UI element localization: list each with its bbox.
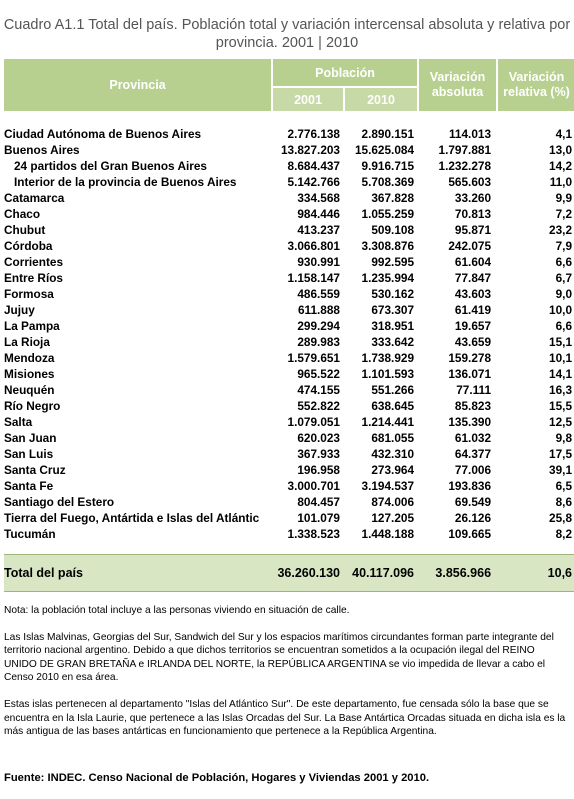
poblacion-2010-cell: 333.642 xyxy=(371,335,415,349)
poblacion-2010-cell: 1.055.259 xyxy=(361,207,415,221)
variacion-absoluta-cell: 19.657 xyxy=(454,319,492,333)
variacion-absoluta-cell: 70.813 xyxy=(454,207,492,221)
table-row xyxy=(4,494,574,510)
variacion-relativa-cell: 23,2 xyxy=(549,223,573,237)
poblacion-2001-cell: 3.066.801 xyxy=(287,239,340,253)
provincia-cell: Río Negro xyxy=(4,399,61,413)
total-label: Total del país xyxy=(4,555,272,592)
poblacion-2010-cell: 273.964 xyxy=(371,463,415,477)
table-row xyxy=(4,334,574,350)
notes-section xyxy=(4,604,570,752)
poblacion-2010-cell: 318.951 xyxy=(371,319,415,333)
table-row xyxy=(4,126,574,142)
table-row xyxy=(4,366,574,382)
variacion-relativa-cell: 6,5 xyxy=(555,479,573,493)
poblacion-2010-cell: 3.308.876 xyxy=(361,239,415,253)
poblacion-2001-cell: 367.933 xyxy=(297,447,340,461)
poblacion-2001-cell: 930.991 xyxy=(297,255,340,269)
variacion-relativa-cell: 25,8 xyxy=(549,511,573,525)
provincia-cell: San Luis xyxy=(4,447,54,461)
provincia-cell: La Pampa xyxy=(4,319,60,333)
poblacion-2010-cell: 367.828 xyxy=(371,191,415,205)
poblacion-2010-cell: 681.055 xyxy=(371,431,415,445)
poblacion-2001-cell: 1.079.051 xyxy=(287,415,340,429)
table-row xyxy=(4,190,574,206)
table-row xyxy=(4,430,574,446)
variacion-relativa-cell: 17,5 xyxy=(549,447,573,461)
poblacion-2010-cell: 673.307 xyxy=(371,303,415,317)
poblacion-2010-cell: 9.916.715 xyxy=(361,159,415,173)
variacion-absoluta-cell: 61.604 xyxy=(454,255,492,269)
provincia-cell: Ciudad Autónoma de Buenos Aires xyxy=(4,127,202,141)
table-row xyxy=(4,158,574,174)
poblacion-2001-cell: 1.338.523 xyxy=(287,527,340,541)
note-2: Las Islas Malvinas, Georgias del Sur, Sandwich del Sur y los espacios marítimos circundantes forman parte integrante del territorio nacional argentino. Debido a que dichos territorios se encuentran sometidos a la ocupación ilegal del REINO UNIDO DE GRAN BRETAÑA e IRLANDA DEL NORTE, la REPÚBLICA ARGENTINA se vio impedida de llevar a cabo el Censo 2010 en esa área. xyxy=(4,631,554,684)
table-row xyxy=(4,510,574,526)
table-row xyxy=(4,174,574,190)
variacion-relativa-cell: 7,9 xyxy=(555,239,573,253)
variacion-relativa-cell: 15,5 xyxy=(549,399,573,413)
provincia-cell: Corrientes xyxy=(4,255,64,269)
provincia-cell: Chubut xyxy=(4,223,46,237)
variacion-absoluta-cell: 109.665 xyxy=(448,527,492,541)
note-1: Nota: la población total incluye a las personas viviendo en situación de calle. xyxy=(4,605,350,616)
poblacion-2010-cell: 432.310 xyxy=(371,447,415,461)
provincia-cell: Chaco xyxy=(4,207,41,221)
poblacion-2010-cell: 638.645 xyxy=(371,399,415,413)
variacion-relativa-cell: 6,7 xyxy=(555,271,573,285)
variacion-absoluta-cell: 33.260 xyxy=(454,191,492,205)
poblacion-2001-cell: 299.294 xyxy=(297,319,340,333)
provincia-cell: La Rioja xyxy=(4,335,50,349)
total-variacion-absoluta: 3.856.966 xyxy=(418,555,497,592)
variacion-relativa-cell: 4,1 xyxy=(555,127,573,141)
poblacion-2010-cell: 2.890.151 xyxy=(361,127,415,141)
variacion-absoluta-cell: 135.390 xyxy=(448,415,492,429)
poblacion-2010-cell: 874.006 xyxy=(371,495,415,509)
provincia-cell: Jujuy xyxy=(4,303,35,317)
poblacion-2001-cell: 1.579.651 xyxy=(287,351,340,365)
poblacion-2001-cell: 13.827.203 xyxy=(280,143,340,157)
variacion-absoluta-cell: 77.006 xyxy=(454,463,492,477)
table-row xyxy=(4,142,574,158)
poblacion-2010-cell: 1.448.188 xyxy=(361,527,415,541)
variacion-relativa-cell: 16,3 xyxy=(549,383,573,397)
title-line-1: Cuadro A1.1 Total del país. Población total y variación intercensal absoluta y relativa por xyxy=(3,17,571,33)
poblacion-2010-cell: 1.738.929 xyxy=(361,351,415,365)
poblacion-2010-cell: 530.162 xyxy=(371,287,415,301)
variacion-relativa-cell: 11,0 xyxy=(549,175,573,189)
poblacion-2010-cell: 1.214.441 xyxy=(361,415,415,429)
poblacion-2010-cell: 3.194.537 xyxy=(361,479,415,493)
variacion-absoluta-cell: 61.032 xyxy=(454,431,492,445)
poblacion-2001-cell: 5.142.766 xyxy=(287,175,340,189)
poblacion-2010-cell: 127.205 xyxy=(371,511,415,525)
table-row xyxy=(4,206,574,222)
variacion-relativa-cell: 39,1 xyxy=(549,463,573,477)
header-poblacion: Población xyxy=(272,59,418,87)
poblacion-2001-cell: 620.023 xyxy=(297,431,340,445)
table-row xyxy=(4,286,574,302)
variacion-relativa-cell: 14,1 xyxy=(549,367,573,381)
poblacion-2010-cell: 1.235.994 xyxy=(361,271,415,285)
variacion-relativa-cell: 9,9 xyxy=(555,191,573,205)
table-row xyxy=(4,414,574,430)
variacion-relativa-cell: 9,0 xyxy=(555,287,573,301)
provincia-cell: Entre Ríos xyxy=(4,271,63,285)
table-row xyxy=(4,302,574,318)
table-row xyxy=(4,254,574,270)
variacion-absoluta-cell: 1.232.278 xyxy=(438,159,492,173)
table-row xyxy=(4,382,574,398)
poblacion-2001-cell: 611.888 xyxy=(298,303,340,317)
poblacion-2010-cell: 992.595 xyxy=(371,255,415,269)
population-table xyxy=(4,59,574,592)
variacion-absoluta-cell: 1.797.881 xyxy=(438,143,492,157)
note-3: Estas islas pertenecen al departamento "Islas del Atlántico Sur". De este departamento, fue censada sólo la base que se encuentra en la Isla Laurie, que pertenece a las Islas Orcadas del Sur. La Base Antártica Orcadas situada en dicha isla es la más antigua de las bases antárticas en funcionamiento que pertenece a la República Argentina. xyxy=(4,698,566,738)
provincia-cell: Formosa xyxy=(4,287,54,301)
variacion-relativa-cell: 12,5 xyxy=(549,415,573,429)
header-year-2001: 2001 xyxy=(272,87,344,111)
variacion-relativa-cell: 10,1 xyxy=(549,351,573,365)
table-row xyxy=(4,350,574,366)
table-row xyxy=(4,318,574,334)
variacion-relativa-cell: 8,6 xyxy=(555,495,573,509)
poblacion-2001-cell: 474.155 xyxy=(297,383,340,397)
provincia-cell: Santa Cruz xyxy=(4,463,66,477)
provincia-cell: San Juan xyxy=(4,431,57,445)
provincia-cell: Buenos Aires xyxy=(4,143,80,157)
total-row xyxy=(4,555,574,592)
header-variacion-absoluta xyxy=(418,59,497,111)
poblacion-2001-cell: 965.522 xyxy=(297,367,340,381)
variacion-relativa-cell: 7,2 xyxy=(555,207,573,221)
variacion-absoluta-cell: 242.075 xyxy=(448,239,492,253)
provincia-cell: Córdoba xyxy=(4,239,53,253)
provincia-cell: Catamarca xyxy=(4,191,65,205)
poblacion-2010-cell: 15.625.084 xyxy=(354,143,415,157)
table-row xyxy=(4,270,574,286)
variacion-relativa-cell: 10,0 xyxy=(549,303,573,317)
variacion-absoluta-cell: 69.549 xyxy=(454,495,492,509)
variacion-absoluta-cell: 95.871 xyxy=(454,223,492,237)
provincia-cell: Tierra del Fuego, Antártida e Islas del Atlántic xyxy=(4,511,260,525)
variacion-relativa-cell: 13,0 xyxy=(549,143,573,157)
poblacion-2001-cell: 8.684.437 xyxy=(287,159,340,173)
provincia-cell: Santiago del Estero xyxy=(4,495,115,509)
poblacion-2001-cell: 486.559 xyxy=(297,287,340,301)
header-var-rel-line1: Variación xyxy=(508,70,565,84)
header-variacion-relativa xyxy=(497,59,574,111)
poblacion-2001-cell: 984.446 xyxy=(297,207,340,221)
variacion-absoluta-cell: 136.071 xyxy=(448,367,492,381)
variacion-absoluta-cell: 64.377 xyxy=(454,447,492,461)
poblacion-2001-cell: 1.158.147 xyxy=(287,271,340,285)
variacion-relativa-cell: 15,1 xyxy=(549,335,573,349)
provincia-cell: Mendoza xyxy=(4,351,55,365)
poblacion-2001-cell: 196.958 xyxy=(297,463,340,477)
header-year-2010: 2010 xyxy=(344,87,418,111)
poblacion-2001-cell: 289.983 xyxy=(297,335,340,349)
total-2001: 36.260.130 xyxy=(272,555,344,592)
table-row xyxy=(4,462,574,478)
poblacion-2001-cell: 552.822 xyxy=(297,399,340,413)
header-provincia: Provincia xyxy=(4,59,272,111)
poblacion-2001-cell: 804.457 xyxy=(297,495,340,509)
variacion-relativa-cell: 9,8 xyxy=(555,431,573,445)
provincia-cell: Santa Fe xyxy=(4,479,54,493)
table-row xyxy=(4,446,574,462)
variacion-absoluta-cell: 43.603 xyxy=(454,287,492,301)
variacion-absoluta-cell: 85.823 xyxy=(454,399,492,413)
variacion-absoluta-cell: 565.603 xyxy=(448,175,492,189)
table-row xyxy=(4,526,574,542)
title-line-2: provincia. 2001 | 2010 xyxy=(215,35,359,51)
poblacion-2001-cell: 2.776.138 xyxy=(287,127,340,141)
header-var-abs-line2: absoluta xyxy=(431,85,484,99)
provincia-cell: Interior de la provincia de Buenos Aires xyxy=(14,175,237,189)
poblacion-2010-cell: 5.708.369 xyxy=(361,175,415,189)
variacion-relativa-cell: 6,6 xyxy=(555,255,573,269)
table-row xyxy=(4,238,574,254)
variacion-relativa-cell: 8,2 xyxy=(555,527,573,541)
variacion-relativa-cell: 14,2 xyxy=(549,159,573,173)
variacion-absoluta-cell: 193.836 xyxy=(448,479,492,493)
total-variacion-relativa: 10,6 xyxy=(497,555,574,592)
variacion-absoluta-cell: 77.847 xyxy=(454,271,492,285)
provincia-cell: Misiones xyxy=(4,367,55,381)
variacion-absoluta-cell: 114.013 xyxy=(449,127,492,141)
variacion-relativa-cell: 6,6 xyxy=(555,319,573,333)
poblacion-2010-cell: 509.108 xyxy=(371,223,415,237)
variacion-absoluta-cell: 159.278 xyxy=(448,351,492,365)
source-line: Fuente: INDEC. Censo Nacional de Población, Hogares y Viviendas 2001 y 2010. xyxy=(4,772,430,784)
provincia-cell: Neuquén xyxy=(4,383,55,397)
poblacion-2001-cell: 3.000.701 xyxy=(287,479,340,493)
poblacion-2001-cell: 101.079 xyxy=(297,511,340,525)
poblacion-2001-cell: 334.568 xyxy=(297,191,340,205)
variacion-absoluta-cell: 26.126 xyxy=(454,511,492,525)
variacion-absoluta-cell: 61.419 xyxy=(454,303,492,317)
poblacion-2010-cell: 1.101.593 xyxy=(361,367,415,381)
poblacion-2001-cell: 413.237 xyxy=(297,223,340,237)
provincia-cell: Salta xyxy=(4,415,33,429)
variacion-absoluta-cell: 43.659 xyxy=(454,335,492,349)
table-row xyxy=(4,398,574,414)
variacion-absoluta-cell: 77.111 xyxy=(456,383,492,397)
table-title xyxy=(0,16,574,52)
header-var-abs-line1: Variación xyxy=(429,70,486,84)
poblacion-2010-cell: 551.266 xyxy=(371,383,415,397)
header-var-rel-line2: relativa (%) xyxy=(503,85,570,99)
provincia-cell: 24 partidos del Gran Buenos Aires xyxy=(14,159,207,173)
total-2010: 40.117.096 xyxy=(344,555,418,592)
provincia-cell: Tucumán xyxy=(4,527,56,541)
table-row xyxy=(4,222,574,238)
table-row xyxy=(4,478,574,494)
